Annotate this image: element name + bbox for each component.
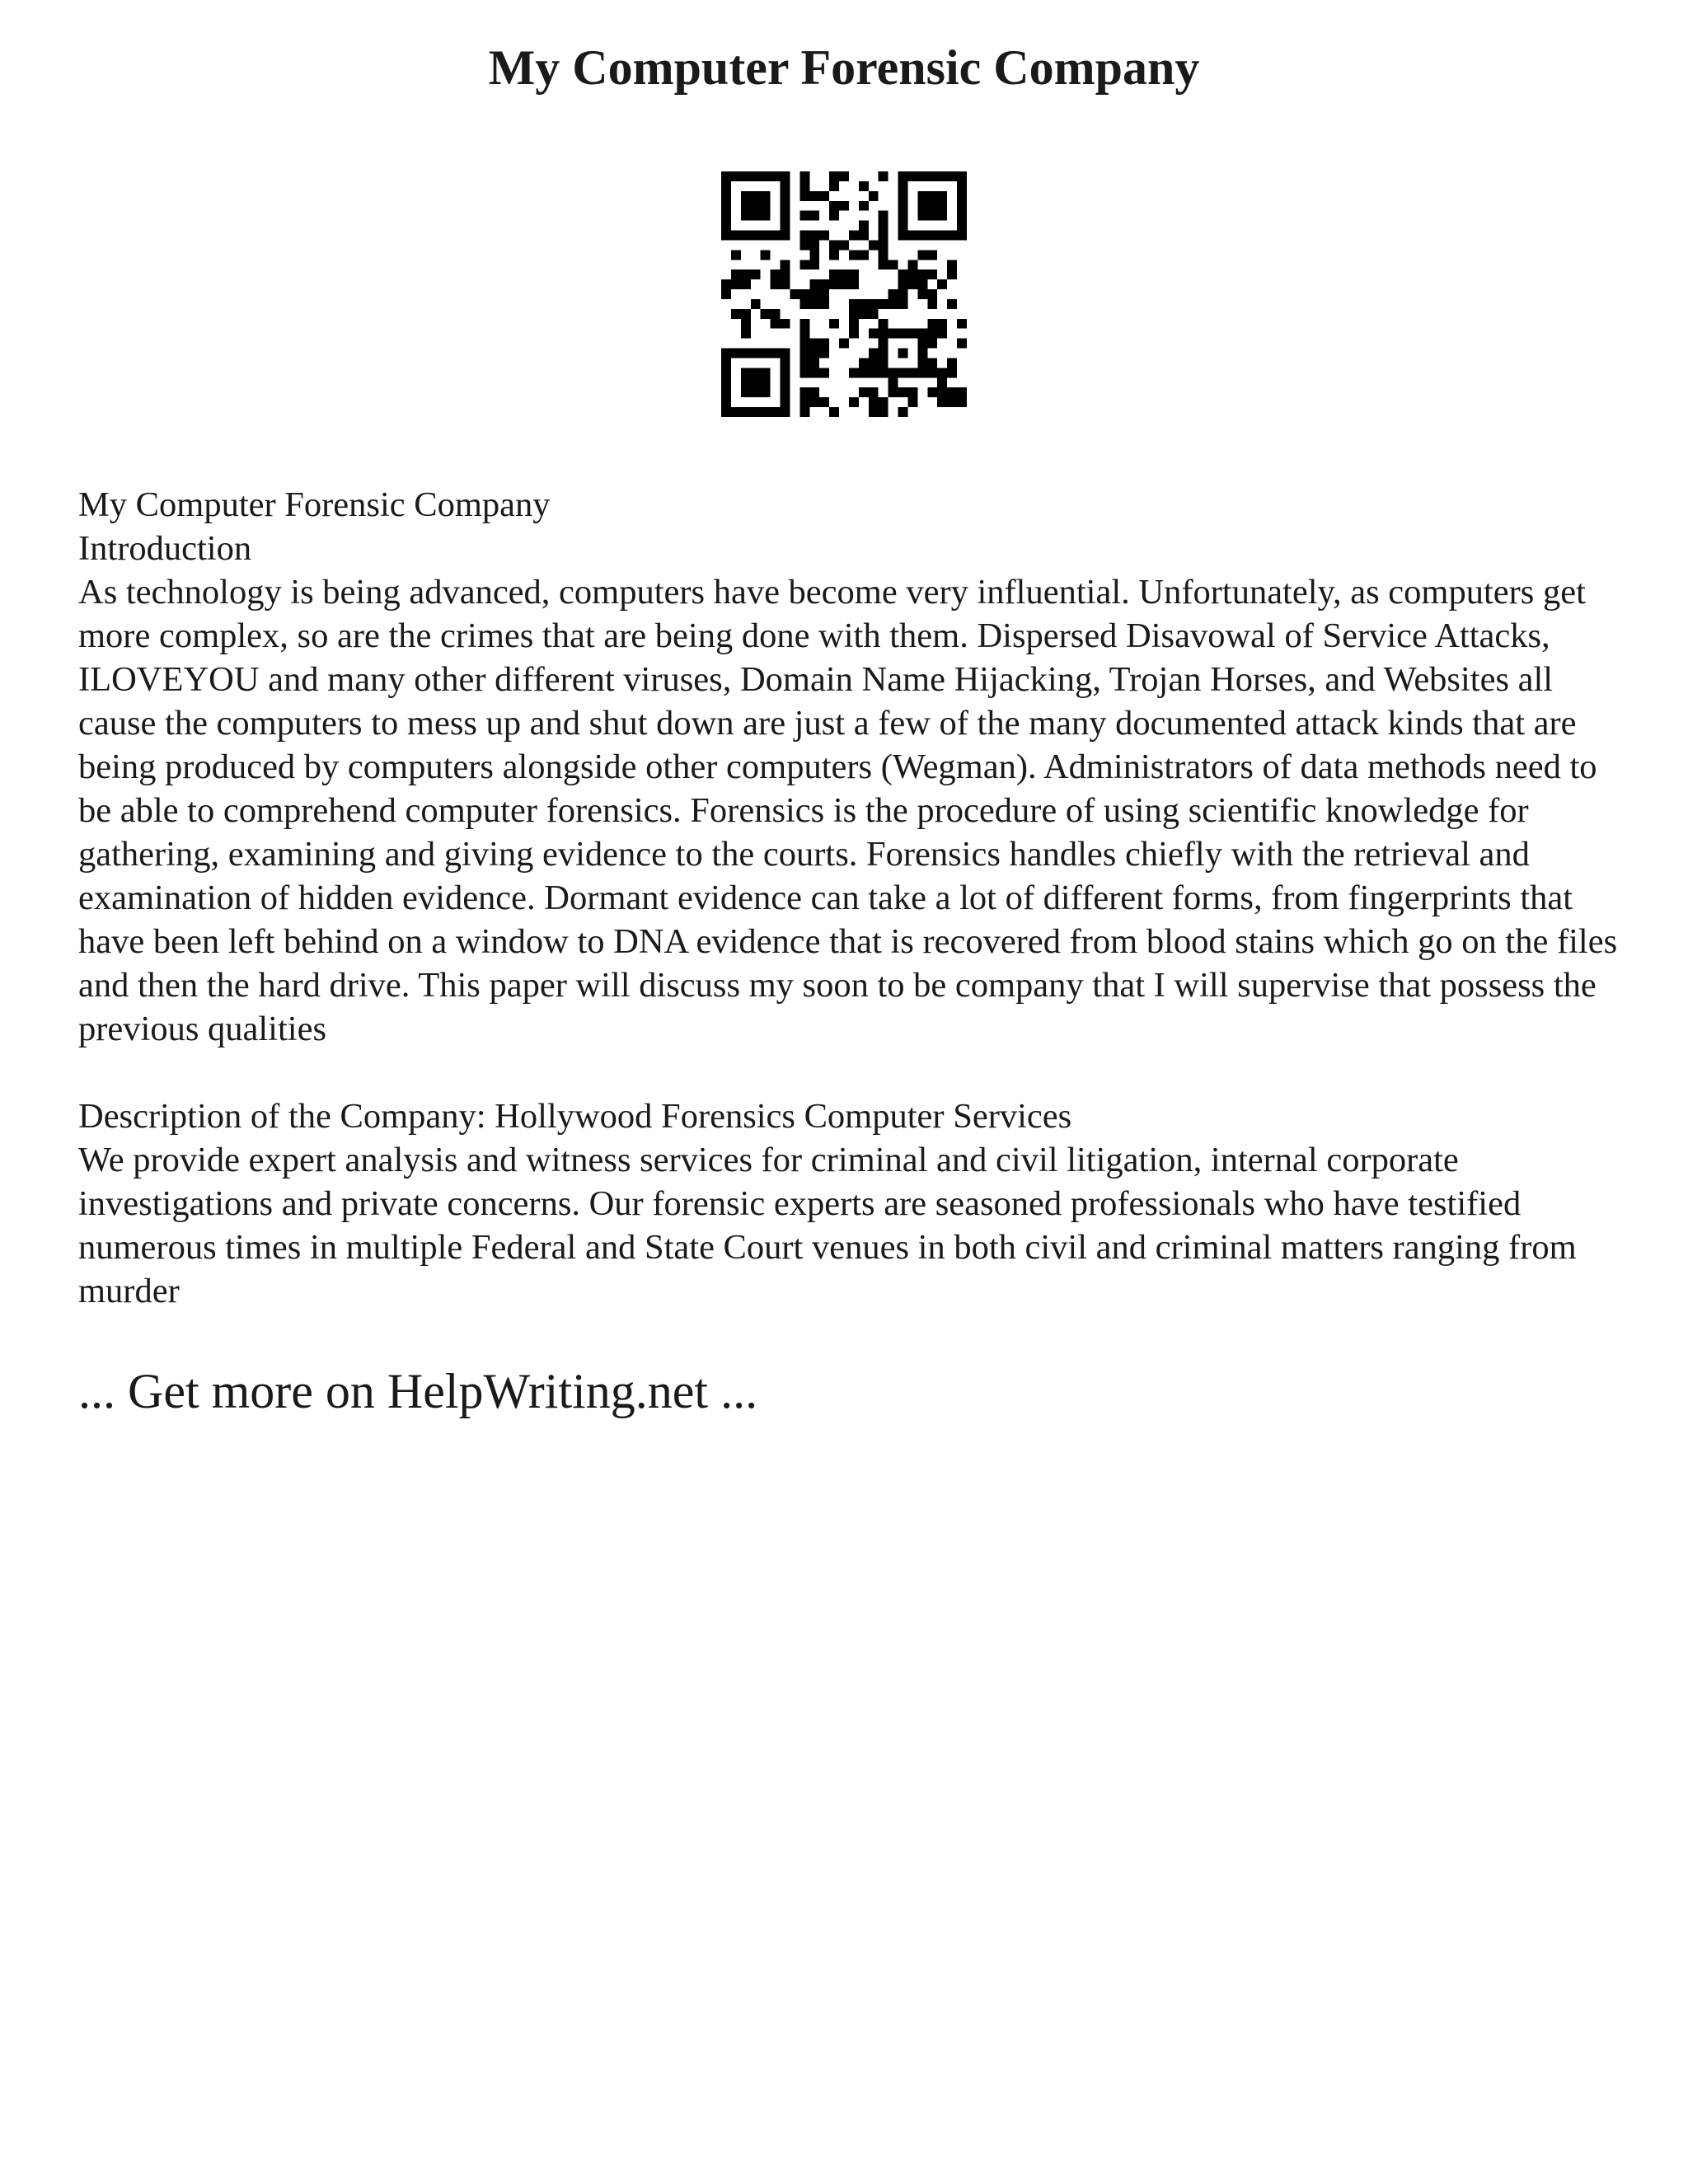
qr-module <box>879 231 889 241</box>
qr-module <box>761 309 771 319</box>
qr-module <box>927 339 937 349</box>
qr-module <box>809 299 819 309</box>
qr-module <box>781 407 790 417</box>
qr-module <box>799 181 809 191</box>
qr-module <box>799 240 809 250</box>
qr-module <box>799 260 809 269</box>
qr-module <box>809 260 819 269</box>
qr-module <box>809 211 819 221</box>
qr-module <box>898 289 908 299</box>
qr-module <box>809 358 819 368</box>
qr-module <box>927 269 937 279</box>
qr-module <box>849 231 859 241</box>
qr-module <box>731 231 741 241</box>
qr-code-icon <box>721 171 967 417</box>
qr-module <box>849 319 859 329</box>
qr-module <box>898 329 908 339</box>
qr-module <box>829 240 839 250</box>
qr-module <box>869 397 879 407</box>
qr-module <box>799 329 809 339</box>
qr-module <box>859 358 869 368</box>
qr-module <box>819 231 829 241</box>
qr-module <box>829 250 839 260</box>
qr-module <box>721 279 731 289</box>
qr-module <box>898 299 908 309</box>
qr-module <box>869 299 879 309</box>
qr-module <box>771 171 781 181</box>
qr-module <box>879 368 889 377</box>
qr-module <box>721 397 731 407</box>
qr-module <box>937 368 947 377</box>
qr-module <box>751 387 761 397</box>
qr-module <box>839 201 849 211</box>
qr-module <box>741 368 751 377</box>
qr-module <box>947 269 957 279</box>
qr-module <box>849 368 859 377</box>
qr-module <box>917 201 927 211</box>
qr-module <box>721 377 731 387</box>
qr-module <box>829 269 839 279</box>
qr-module <box>869 368 879 377</box>
qr-module <box>829 171 839 181</box>
qr-module <box>819 339 829 349</box>
qr-module <box>799 387 809 397</box>
qr-module <box>927 387 937 397</box>
qr-module <box>927 289 937 299</box>
qr-module <box>731 269 741 279</box>
qr-module <box>839 240 849 250</box>
qr-module <box>869 349 879 359</box>
qr-module <box>849 250 859 260</box>
qr-module <box>741 349 751 359</box>
qr-module <box>879 171 889 181</box>
qr-module <box>869 387 879 397</box>
qr-module <box>751 211 761 221</box>
qr-module <box>869 240 879 250</box>
qr-module <box>781 377 790 387</box>
qr-module <box>799 289 809 299</box>
qr-module <box>947 358 957 368</box>
qr-module <box>937 329 947 339</box>
qr-module <box>859 231 869 241</box>
qr-module <box>917 231 927 241</box>
qr-module <box>721 387 731 397</box>
qr-module <box>819 349 829 359</box>
qr-module <box>731 171 741 181</box>
qr-module <box>781 279 790 289</box>
qr-module <box>819 191 829 201</box>
qr-module <box>947 368 957 377</box>
qr-module <box>898 171 908 181</box>
qr-module <box>879 407 889 417</box>
qr-module <box>889 329 898 339</box>
qr-module <box>898 181 908 191</box>
qr-module <box>947 231 957 241</box>
qr-module <box>937 279 947 289</box>
qr-module <box>721 349 731 359</box>
qr-module <box>859 201 869 211</box>
qr-module <box>907 387 917 397</box>
qr-module <box>937 191 947 201</box>
intro-label: Introduction <box>78 529 252 568</box>
qr-module <box>761 377 771 387</box>
qr-module <box>781 201 790 211</box>
qr-module <box>957 221 967 231</box>
qr-module <box>849 397 859 407</box>
qr-module <box>859 250 869 260</box>
page-title: My Computer Forensic Company <box>488 40 1200 95</box>
qr-module <box>879 358 889 368</box>
qr-module <box>751 368 761 377</box>
qr-module <box>751 201 761 211</box>
qr-module <box>927 171 937 181</box>
qr-module <box>907 260 917 269</box>
qr-module <box>859 181 869 191</box>
qr-module <box>731 309 741 319</box>
body-heading: My Computer Forensic Company <box>78 485 551 524</box>
qr-module <box>781 368 790 377</box>
qr-module <box>809 289 819 299</box>
qr-module <box>907 397 917 407</box>
qr-module <box>839 339 849 349</box>
qr-module <box>889 387 898 397</box>
qr-module <box>741 191 751 201</box>
qr-module <box>751 299 761 309</box>
qr-module <box>898 368 908 377</box>
qr-module <box>937 377 947 387</box>
qr-module <box>731 349 741 359</box>
qr-module <box>917 358 927 368</box>
qr-module <box>927 368 937 377</box>
qr-module <box>907 231 917 241</box>
qr-module <box>809 387 819 397</box>
qr-module <box>879 299 889 309</box>
qr-module <box>927 231 937 241</box>
qr-module <box>849 269 859 279</box>
qr-module <box>781 260 790 269</box>
qr-module <box>731 279 741 289</box>
qr-module <box>927 201 937 211</box>
qr-module <box>859 387 869 397</box>
qr-module <box>809 191 819 201</box>
qr-module <box>898 279 908 289</box>
qr-module <box>819 289 829 299</box>
qr-module <box>927 191 937 201</box>
qr-module <box>957 191 967 201</box>
document-body <box>78 483 1628 1313</box>
qr-module <box>957 319 967 329</box>
qr-module <box>741 231 751 241</box>
qr-module <box>751 191 761 201</box>
qr-module <box>907 329 917 339</box>
qr-module <box>917 329 927 339</box>
qr-module <box>937 171 947 181</box>
qr-module <box>751 231 761 241</box>
qr-module <box>829 407 839 417</box>
qr-module <box>819 397 829 407</box>
qr-module <box>761 407 771 417</box>
description-label: Description of the Company: Hollywood Forensics Computer Services <box>78 1097 1072 1136</box>
qr-module <box>809 240 819 250</box>
qr-module <box>741 387 751 397</box>
qr-module <box>927 211 937 221</box>
qr-module <box>741 269 751 279</box>
qr-module <box>741 171 751 181</box>
qr-module <box>869 407 879 417</box>
qr-module <box>781 269 790 279</box>
qr-module <box>771 349 781 359</box>
qr-module <box>869 329 879 339</box>
qr-module <box>917 171 927 181</box>
description-paragraph: We provide expert analysis and witness services for criminal and civil litigation, internal corporate investigations and private concerns. Our forensic experts are seasoned professionals who have testified numerous times in multiple Federal and State Court venues in both civil and criminal matters ranging from murder <box>78 1141 1577 1310</box>
qr-module <box>829 211 839 221</box>
qr-module <box>917 279 927 289</box>
qr-module <box>879 221 889 231</box>
qr-module <box>927 299 937 309</box>
qr-module <box>898 349 908 359</box>
qr-module <box>761 368 771 377</box>
qr-module <box>799 231 809 241</box>
qr-module <box>771 279 781 289</box>
qr-module <box>799 368 809 377</box>
qr-module <box>947 260 957 269</box>
qr-module <box>917 368 927 377</box>
qr-module <box>879 240 889 250</box>
qr-module <box>721 191 731 201</box>
qr-module <box>898 191 908 201</box>
qr-module <box>947 299 957 309</box>
qr-module <box>809 397 819 407</box>
qr-module <box>819 279 829 289</box>
qr-module <box>721 358 731 368</box>
qr-module <box>849 279 859 289</box>
qr-module <box>957 231 967 241</box>
qr-module <box>721 171 731 181</box>
qr-module <box>809 279 819 289</box>
qr-module <box>879 329 889 339</box>
qr-module <box>781 231 790 241</box>
qr-module <box>879 211 889 221</box>
qr-module <box>898 221 908 231</box>
qr-module <box>731 250 741 260</box>
qr-module <box>957 339 967 349</box>
qr-module <box>907 368 917 377</box>
qr-module <box>947 171 957 181</box>
qr-module <box>741 377 751 387</box>
qr-module <box>781 387 790 397</box>
qr-module <box>957 201 967 211</box>
qr-module <box>741 319 751 329</box>
qr-module <box>799 358 809 368</box>
qr-module <box>917 289 927 299</box>
qr-module <box>781 211 790 221</box>
qr-module <box>917 339 927 349</box>
qr-module <box>751 377 761 387</box>
qr-module <box>799 397 809 407</box>
qr-module <box>741 201 751 211</box>
qr-module <box>761 191 771 201</box>
qr-module <box>957 211 967 221</box>
qr-module <box>781 221 790 231</box>
qr-module <box>771 319 781 329</box>
paragraph-gap <box>78 1051 1628 1094</box>
qr-module <box>781 349 790 359</box>
qr-module <box>721 407 731 417</box>
qr-module <box>741 279 751 289</box>
qr-module <box>799 211 809 221</box>
qr-module <box>771 231 781 241</box>
qr-module <box>781 397 790 407</box>
qr-module <box>917 269 927 279</box>
qr-module <box>839 269 849 279</box>
qr-module <box>761 349 771 359</box>
qr-module <box>927 319 937 329</box>
qr-module <box>937 211 947 221</box>
qr-module <box>829 279 839 289</box>
qr-module <box>741 329 751 339</box>
qr-module <box>889 368 898 377</box>
qr-module <box>889 377 898 387</box>
qr-module <box>879 397 889 407</box>
qr-module <box>889 299 898 309</box>
qr-module <box>809 349 819 359</box>
qr-module <box>751 349 761 359</box>
qr-module <box>898 269 908 279</box>
qr-module <box>751 269 761 279</box>
qr-module <box>879 250 889 260</box>
get-more-link[interactable]: ... Get more on HelpWriting.net ... <box>78 1364 758 1418</box>
qr-module <box>751 171 761 181</box>
qr-module <box>889 289 898 299</box>
qr-module <box>859 309 869 319</box>
qr-module <box>849 329 859 339</box>
qr-module <box>898 387 908 397</box>
qr-module <box>869 191 879 201</box>
qr-module <box>957 171 967 181</box>
qr-module <box>721 221 731 231</box>
qr-module <box>799 191 809 201</box>
qr-module <box>917 191 927 201</box>
qr-module <box>937 231 947 241</box>
qr-module <box>947 387 957 397</box>
qr-module <box>809 339 819 349</box>
qr-module <box>898 211 908 221</box>
qr-module <box>937 387 947 397</box>
qr-module <box>879 260 889 269</box>
qr-module <box>790 289 799 299</box>
qr-module <box>849 299 859 309</box>
qr-module <box>741 407 751 417</box>
qr-module <box>917 211 927 221</box>
qr-module <box>799 339 809 349</box>
qr-module <box>781 358 790 368</box>
qr-module <box>869 309 879 319</box>
qr-module <box>781 191 790 201</box>
qr-module <box>907 171 917 181</box>
qr-module <box>809 231 819 241</box>
qr-module <box>721 201 731 211</box>
qr-module <box>741 309 751 319</box>
intro-paragraph: As technology is being advanced, computers have become very influential. Unfortunately, as computers get more complex, so are the crimes that are being done with them. Dispersed Disavowal of Service Attacks, ILOVEYOU and many other different viruses, Domain Name Hijacking, Trojan Horses, and Websites all cause the computers to mess up and shut down are just a few of the many documented attack kinds that are being produced by computers alongside other computers (Wegman). Administrators of data methods need to be able to comprehend computer forensics. Forensics is the procedure of using scientific knowledge for gathering, examining and giving evidence to the courts. Forensics handles chiefly with the retrieval and examination of hidden evidence. Dormant evidence can take a lot of different forms, from fingerprints that have been left behind on a window to DNA evidence that is recovered from blood stains which go on the files and then the hard drive. This paper will discuss my soon to be company that I will supervise that possess the previous qualities <box>78 573 1618 1048</box>
qr-module <box>879 349 889 359</box>
qr-module <box>721 368 731 377</box>
qr-module <box>721 181 731 191</box>
qr-module <box>898 231 908 241</box>
qr-module <box>819 299 829 309</box>
qr-module <box>839 279 849 289</box>
qr-module <box>927 250 937 260</box>
qr-module <box>859 299 869 309</box>
qr-module <box>741 211 751 221</box>
qr-module <box>869 358 879 368</box>
qr-module <box>799 319 809 329</box>
qr-module <box>781 171 790 181</box>
qr-module <box>799 171 809 181</box>
qr-module <box>839 171 849 181</box>
qr-module <box>907 279 917 289</box>
qr-module <box>819 368 829 377</box>
qr-module <box>947 397 957 407</box>
qr-module <box>927 329 937 339</box>
qr-module <box>937 201 947 211</box>
qr-module <box>907 269 917 279</box>
qr-module <box>781 319 790 329</box>
qr-module <box>829 201 839 211</box>
qr-module <box>889 260 898 269</box>
qr-module <box>761 201 771 211</box>
qr-module <box>879 339 889 349</box>
qr-module <box>799 299 809 309</box>
qr-module <box>879 319 889 329</box>
qr-module <box>849 309 859 319</box>
qr-module <box>917 349 927 359</box>
qr-module <box>829 319 839 329</box>
qr-module <box>771 269 781 279</box>
qr-module <box>721 211 731 221</box>
qr-module <box>771 309 781 319</box>
qr-module <box>809 250 819 260</box>
qr-module <box>927 358 937 368</box>
qr-module <box>859 221 869 231</box>
qr-module <box>799 349 809 359</box>
qr-module <box>957 387 967 397</box>
qr-module <box>898 201 908 211</box>
qr-module <box>721 231 731 241</box>
qr-module <box>957 181 967 191</box>
qr-module <box>799 407 809 417</box>
qr-module <box>957 397 967 407</box>
qr-module <box>937 319 947 329</box>
qr-module <box>751 407 761 417</box>
qr-module <box>771 407 781 417</box>
qr-module <box>761 211 771 221</box>
qr-module <box>859 368 869 377</box>
qr-module <box>937 397 947 407</box>
qr-module <box>898 407 908 417</box>
qr-module <box>917 250 927 260</box>
qr-module <box>761 171 771 181</box>
qr-module <box>809 368 819 377</box>
qr-module <box>761 387 771 397</box>
qr-module <box>731 407 741 417</box>
qr-module <box>761 231 771 241</box>
qr-module <box>781 181 790 191</box>
qr-module <box>721 289 731 299</box>
qr-module <box>829 181 839 191</box>
qr-module <box>761 250 771 260</box>
